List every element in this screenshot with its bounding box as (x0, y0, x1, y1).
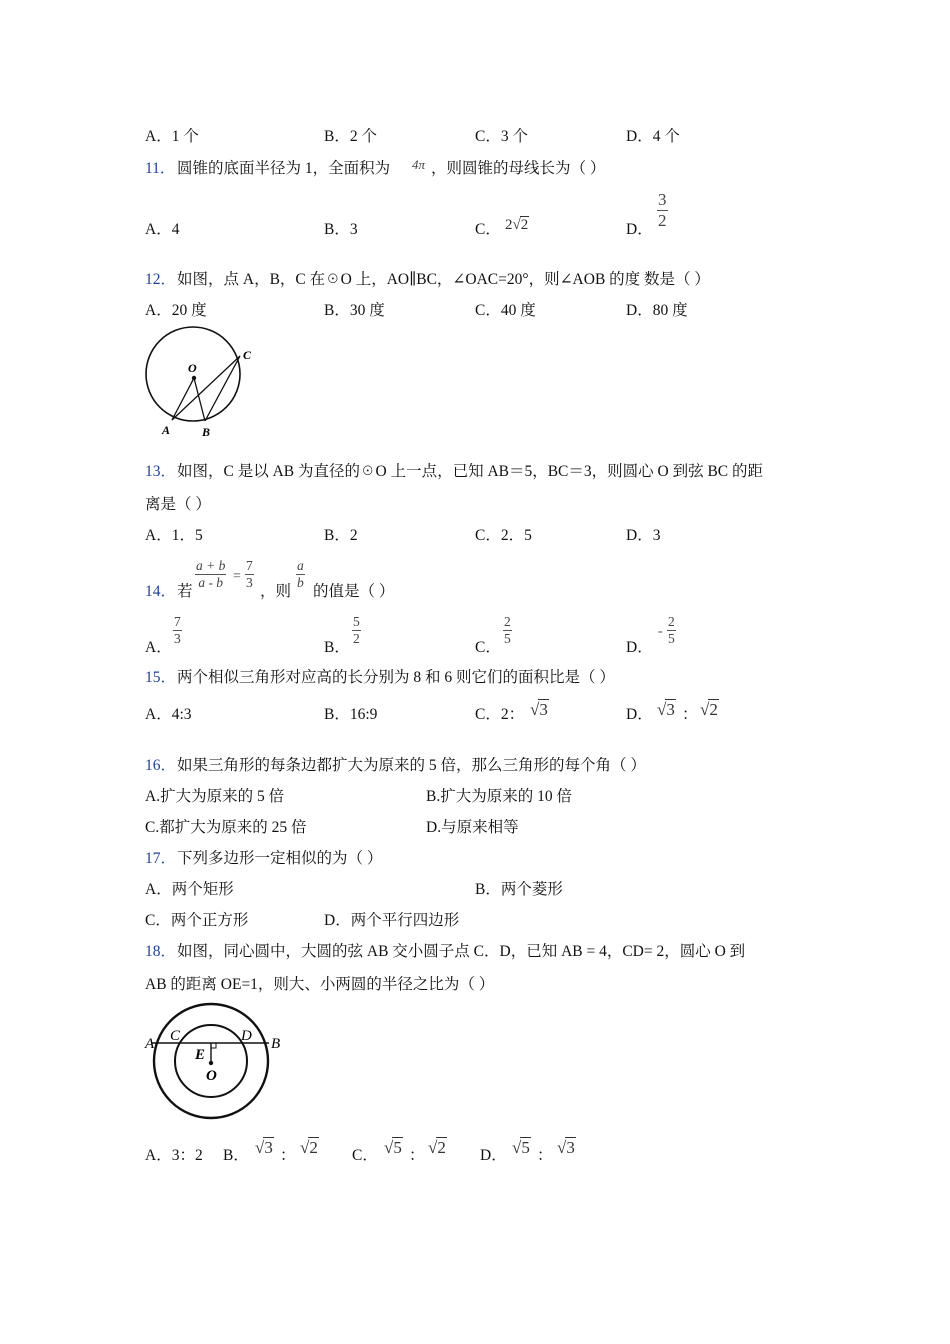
q12-label-o: O (188, 361, 197, 375)
q11-option-c-value: 2√2 (505, 217, 529, 233)
q14-equals: = (233, 569, 241, 584)
q14-target-fraction: $\frac{a}{b}$ (297, 558, 304, 590)
q15-option-d: D． (626, 706, 653, 723)
q10-option-d: D．4 个 (626, 128, 680, 145)
q15-option-d-separator: ： (682, 706, 698, 723)
q11-number: 11． (145, 160, 176, 177)
q12-option-a: A．20 度 (145, 302, 207, 319)
q18-number: 18． (145, 943, 177, 960)
q18-option-b: B． (223, 1147, 249, 1164)
q18-option-b-separator: ： (280, 1147, 296, 1164)
q16-option-b: B.扩大为原来的 10 倍 (426, 788, 572, 805)
q10-option-b: B．2 个 (324, 128, 377, 145)
q18-option-b-radical-1: √3 (255, 1138, 273, 1157)
q18-center-dot (209, 1061, 213, 1065)
q15-option-b: B．16:9 (324, 706, 378, 723)
q12-label-c: C (243, 348, 252, 362)
q14-option-d: D． (626, 639, 653, 656)
q18-text-line1: 如图，同心圆中，大圆的弦 AB 交小圆子点 C．D，已知 AB = 4，CD= 2，圆心 O 到 (177, 943, 746, 960)
q13-option-d: D．3 (626, 527, 661, 544)
q18-label-a: A (145, 1036, 155, 1052)
q17-text: 下列多边形一定相似的为（ ） (177, 850, 383, 867)
q17-option-d: D．两个平行四边形 (324, 912, 460, 929)
q11-area-value: 4π (412, 157, 426, 172)
q12-segment-ac (172, 356, 240, 420)
q14-ruo: 若 (177, 583, 193, 600)
q11-text-before: 圆锥的底面半径为 1，全面积为 (177, 160, 391, 177)
q13-text-line1: 如图，C 是以 AB 为直径的☉O 上一点，已知 AB＝5，BC＝3，则圆心 O 到弦 BC 的距 (177, 463, 764, 480)
q14-option-a-fraction: $\frac{7}{3}$ (174, 614, 181, 646)
q18-option-c-radical-1: √5 (384, 1138, 402, 1157)
q12-number: 12． (145, 271, 177, 288)
q12-center-dot (192, 376, 196, 380)
q12-label-b: B (202, 425, 211, 439)
q14-given-fraction: $\frac{a + b}{a - b}$ (196, 558, 226, 590)
q17-number: 17． (145, 850, 177, 867)
q12-segment-ao (172, 378, 194, 420)
q14-number: 14． (145, 583, 177, 600)
q17-option-b: B．两个菱形 (475, 881, 563, 898)
q14-option-a: A． (145, 639, 172, 656)
q13-option-b: B．2 (324, 527, 358, 544)
q12-option-d: D．80 度 (626, 302, 688, 319)
q16-number: 16． (145, 757, 177, 774)
q12-option-c: C．40 度 (475, 302, 536, 319)
q14-option-c: C． (475, 639, 501, 656)
q13-text-line2: 离是（ ） (145, 496, 211, 513)
q10-option-a: A．1 个 (145, 128, 199, 145)
q15-number: 15． (145, 669, 177, 686)
q16-option-a: A.扩大为原来的 5 倍 (145, 788, 285, 805)
q11-option-d-fraction: $\frac{3}{2}$ (658, 190, 667, 230)
q15-option-a: A．4:3 (145, 706, 192, 723)
q12-segment-ob (194, 378, 205, 421)
q12-label-a: A (162, 423, 171, 437)
q13-option-a: A．1．5 (145, 527, 203, 544)
q18-option-a: A．3：2 (145, 1147, 203, 1164)
q15-option-d-radical-1: √3 (657, 700, 675, 719)
q18-option-d: D． (480, 1147, 507, 1164)
q16-text: 如果三角形的每条边都扩大为原来的 5 倍，那么三角形的每个角（ ） (177, 757, 646, 774)
q14-option-d-sign: - (658, 624, 663, 639)
q15-option-c: C．2： (475, 706, 525, 723)
q11-option-d: D． (626, 221, 653, 238)
q12-text: 如图，点 A，B，C 在☉O 上，AO∥BC，∠OAC=20°，则∠AOB 的度 数是（ ） (177, 271, 710, 288)
q18-text-line2: AB 的距离 OE=1，则大、小两圆的半径之比为（ ） (145, 976, 495, 993)
q17-option-c: C．两个正方形 (145, 912, 249, 929)
q18-label-o: O (206, 1068, 217, 1084)
q11-text-after: ，则圆锥的母线长为（ ） (431, 160, 606, 177)
q18-option-d-radical-2: √3 (557, 1138, 575, 1157)
q18-label-d: D (241, 1028, 252, 1044)
q18-option-d-separator: ： (537, 1147, 553, 1164)
q13-number: 13． (145, 463, 177, 480)
q15-option-d-radical-2: √2 (700, 700, 718, 719)
q18-option-b-radical-2: √2 (300, 1138, 318, 1157)
q14-tail: 的值是（ ） (313, 583, 395, 600)
q15-text: 两个相似三角形对应高的长分别为 8 和 6 则它们的面积比是（ ） (177, 669, 615, 686)
q14-given-value: $\frac{7}{3}$ (246, 558, 253, 590)
q11-option-c: C． (475, 221, 501, 238)
q16-option-d: D.与原来相等 (426, 819, 519, 836)
q14-ze: ，则 (260, 583, 292, 600)
q15-option-c-radical: √3 (530, 700, 548, 719)
q18-option-c: C． (352, 1147, 378, 1164)
q14-option-d-fraction: $\frac{2}{5}$ (668, 614, 675, 646)
q18-option-c-radical-2: √2 (428, 1138, 446, 1157)
q17-option-a: A．两个矩形 (145, 881, 234, 898)
q12-circle-figure (140, 326, 260, 446)
q14-option-b-fraction: $\frac{5}{2}$ (353, 614, 360, 646)
q11-option-b: B．3 (324, 221, 358, 238)
q16-option-c: C.都扩大为原来的 25 倍 (145, 819, 307, 836)
q14-option-c-fraction: $\frac{2}{5}$ (504, 614, 511, 646)
q18-option-c-separator: ： (409, 1147, 425, 1164)
q18-option-d-radical-1: √5 (512, 1138, 530, 1157)
q18-label-e: E (195, 1047, 206, 1063)
q18-concentric-circles-figure (140, 1000, 290, 1125)
q12-option-b: B．30 度 (324, 302, 385, 319)
q14-option-b: B． (324, 639, 350, 656)
q10-option-c: C．3 个 (475, 128, 528, 145)
q13-option-c: C．2．5 (475, 527, 532, 544)
q11-option-a: A．4 (145, 221, 180, 238)
q18-label-c: C (170, 1028, 181, 1044)
q18-label-b: B (271, 1036, 281, 1052)
